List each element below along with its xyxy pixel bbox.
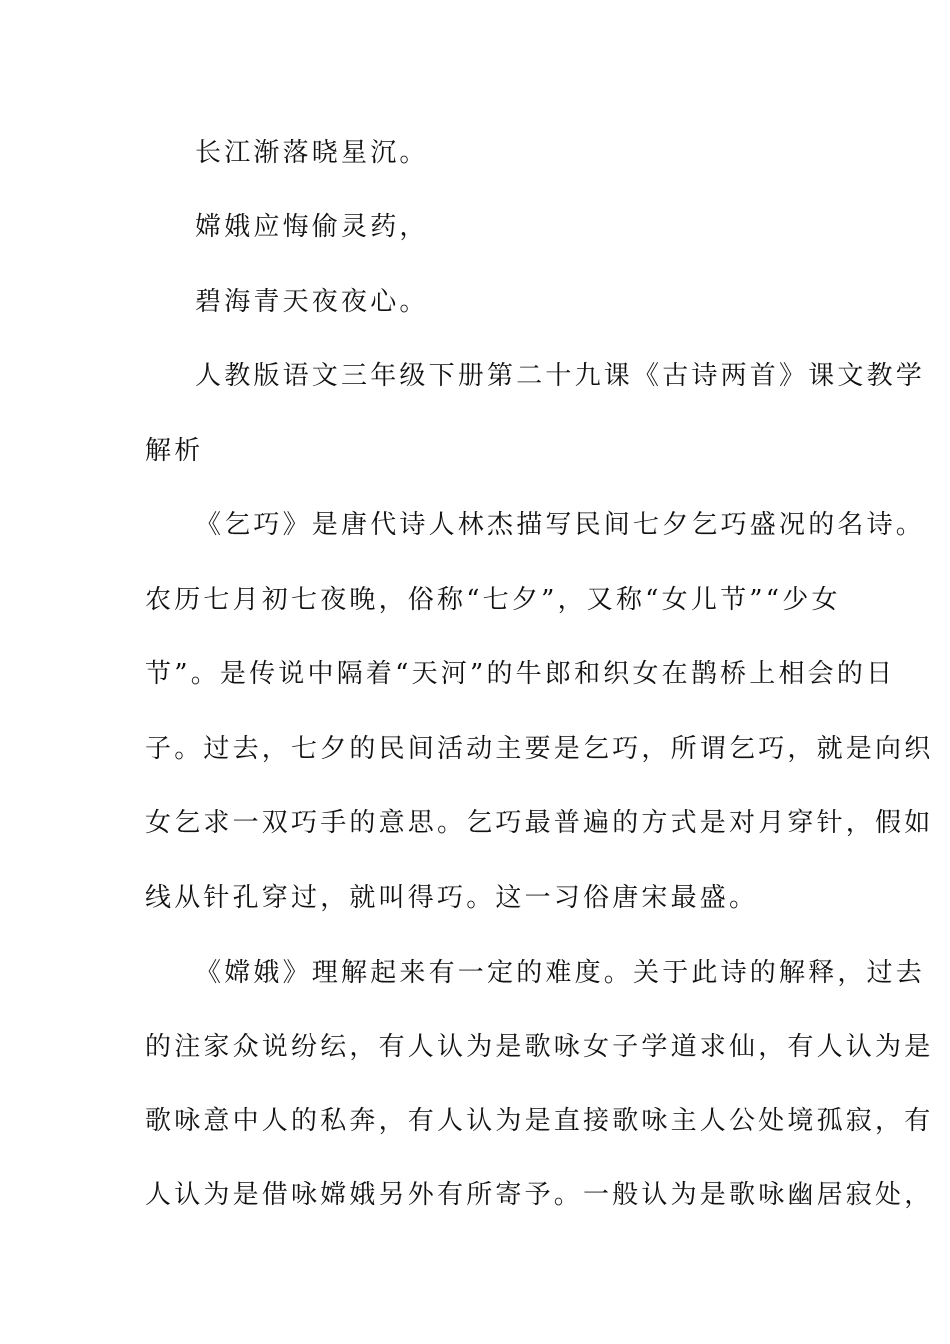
paragraph-line: 人认为是借咏嫦娥另外有所寄予。一般认为是歌咏幽居寂处，	[145, 1180, 934, 1210]
paragraph-line: 《乞巧》是唐代诗人林杰描写民间七夕乞巧盛况的名诗。	[195, 510, 926, 540]
paragraph-line: 歌咏意中人的私奔，有人认为是直接歌咏主人公处境孤寂，有	[145, 1106, 934, 1136]
poem-line: 嫦娥应悔偷灵药，	[195, 212, 429, 242]
poem-line: 长江渐落晓星沉。	[195, 138, 429, 168]
paragraph-line: 线从针孔穿过，就叫得巧。这一习俗唐宋最盛。	[145, 883, 759, 913]
poem-line: 碧海青天夜夜心。	[195, 287, 429, 317]
paragraph-line: 农历七月初七夜晚，俗称“七夕”，又称“女儿节”“少女	[145, 585, 841, 615]
paragraph-line: 子。过去，七夕的民间活动主要是乞巧，所谓乞巧，就是向织	[145, 734, 934, 764]
paragraph-line: 《嫦娥》理解起来有一定的难度。关于此诗的解释，过去	[195, 958, 926, 988]
paragraph-line: 节”。是传说中隔着“天河”的牛郎和织女在鹊桥上相会的日	[145, 659, 896, 689]
paragraph-line: 女乞求一双巧手的意思。乞巧最普遍的方式是对月穿针，假如	[145, 808, 934, 838]
section-heading-line: 人教版语文三年级下册第二十九课《古诗两首》课文教学	[195, 361, 926, 391]
paragraph-line: 的注家众说纷纭，有人认为是歌咏女子学道求仙，有人认为是	[145, 1032, 934, 1062]
section-heading-line: 解析	[145, 436, 204, 466]
